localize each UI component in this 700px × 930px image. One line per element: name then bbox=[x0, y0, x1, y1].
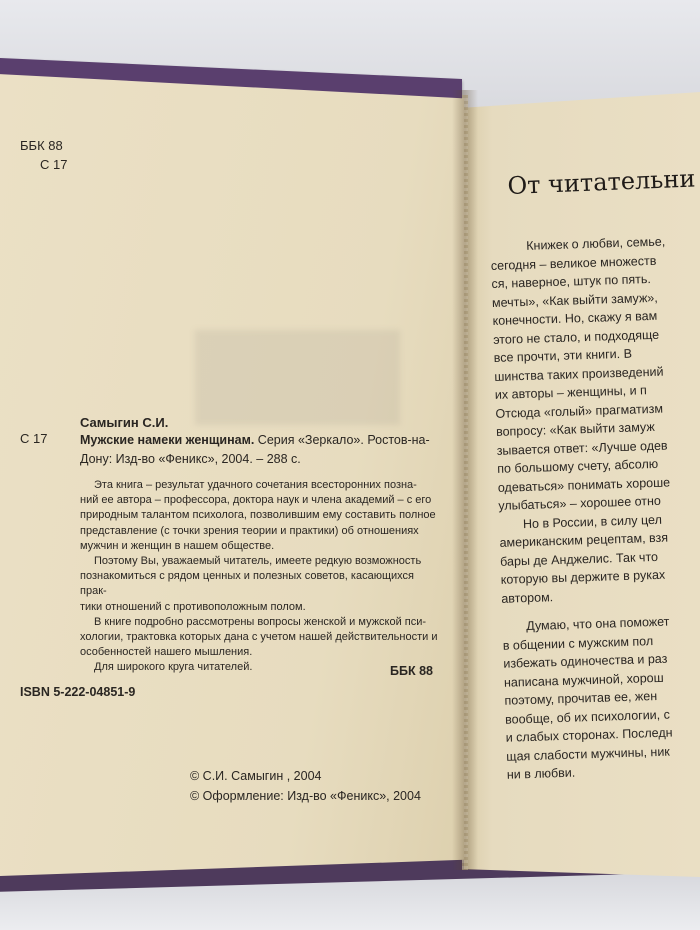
annotation-line: тики отношений с противоположным полом. bbox=[80, 600, 306, 613]
body-line: американским рецептам, взя bbox=[499, 530, 669, 550]
body-line: сегодня – великое множеств bbox=[490, 253, 657, 273]
body-line: Но в России, в силу цел bbox=[522, 512, 663, 531]
annotation-line: Поэтому Вы, уважаемый читатель, имеете редкую возможность bbox=[94, 555, 422, 568]
body-line: вообще, об их психологии, с bbox=[504, 707, 671, 727]
annotation-line: особенностей нашего мышления. bbox=[80, 646, 253, 659]
body-line: конечности. Но, скажу я вам bbox=[492, 308, 658, 328]
body-line: мечты», «Как выйти замуж», bbox=[491, 290, 658, 310]
body-line: бары де Анджелис. Так что bbox=[499, 549, 659, 569]
book-series-info: Серия «Зеркало». Ростов-на-Дону: Изд-во «Феникс», 2004. – 288 с. bbox=[80, 433, 430, 466]
annotation-line: В книге подробно рассмотрены вопросы женской и мужской пси- bbox=[94, 615, 427, 628]
annotation-line: ний ее автора – профессора, доктора наук и члена академий – с его bbox=[80, 494, 432, 507]
right-page-body bbox=[490, 233, 682, 785]
annotation-line: Эта книга – результат удачного сочетания всесторонних позна- bbox=[94, 479, 417, 491]
copyright-design: © Оформление: Изд-во «Феникс», 2004 bbox=[190, 789, 421, 803]
body-line: и слабых сторонах. Последн bbox=[505, 725, 673, 745]
catalog-mark: С 17 bbox=[40, 157, 68, 172]
body-line: по большому счету, абсолю bbox=[497, 456, 659, 476]
body-line: все прочти, эти книги. В bbox=[493, 346, 633, 365]
body-line: зывается ответ: «Лучше одев bbox=[496, 438, 668, 458]
page-stain bbox=[195, 330, 400, 425]
body-line: щая слабости мужчины, ник bbox=[506, 744, 670, 764]
body-line: Думаю, что она поможет bbox=[525, 614, 670, 634]
annotation-line: Для широкого круга читателей. bbox=[94, 661, 253, 674]
body-line: автором. bbox=[501, 589, 554, 606]
body-line: их авторы – женщины, и п bbox=[494, 383, 648, 402]
body-line: поэтому, прочитав ее, жен bbox=[504, 688, 658, 708]
body-line: шинства таких произведений bbox=[494, 364, 664, 384]
book-gutter bbox=[452, 90, 478, 870]
body-line: вопросу: «Как выйти замуж bbox=[495, 419, 655, 439]
body-line: одеваться» понимать хороше bbox=[497, 474, 671, 495]
isbn: ISBN 5-222-04851-9 bbox=[20, 685, 136, 699]
bbk-code-2: ББК 88 bbox=[390, 664, 433, 678]
body-line: Отсюда «голый» прагматизм bbox=[495, 401, 664, 421]
annotation-line: мужчин и женщин в нашем обществе. bbox=[80, 539, 275, 552]
copyright-block bbox=[190, 766, 421, 806]
left-page bbox=[0, 66, 464, 876]
body-line: которую вы держите в руках bbox=[500, 567, 666, 587]
annotation bbox=[80, 478, 440, 676]
body-line: написана мужчиной, хорош bbox=[503, 670, 664, 690]
annotation-line: природным талантом психолога, позволившим ему составить полное bbox=[80, 509, 436, 522]
body-line: ни в любви. bbox=[506, 765, 576, 782]
annotation-line: познакомиться с рядом ценных и полезных советов, касающихся прак- bbox=[80, 570, 414, 598]
body-line: в общении с мужским пол bbox=[502, 633, 654, 653]
annotation-line: представление (с точки зрения теории и практики) об отношениях bbox=[80, 524, 419, 537]
body-line: ся, наверное, штук по пять. bbox=[491, 271, 652, 291]
catalog-mark-2: С 17 bbox=[20, 431, 48, 446]
copyright-author: © С.И. Самыгин , 2004 bbox=[190, 769, 322, 783]
book-title: Мужские намеки женщинам. bbox=[80, 433, 255, 447]
body-line: этого не стало, и подходяще bbox=[492, 327, 660, 347]
right-page-title: От читательни bbox=[507, 164, 696, 200]
bbk-code: ББК 88 bbox=[20, 138, 63, 153]
body-line: Книжек о любви, семье, bbox=[526, 234, 666, 253]
bibliographic-record bbox=[80, 431, 440, 469]
body-line: улыбаться» – хорошее отно bbox=[498, 493, 662, 513]
body-line: избежать одиночества и раз bbox=[503, 651, 668, 671]
annotation-line: хологии, трактовка которых дана с учетом нашей действительности и bbox=[80, 631, 438, 644]
author-name: Самыгин С.И. bbox=[80, 415, 169, 430]
